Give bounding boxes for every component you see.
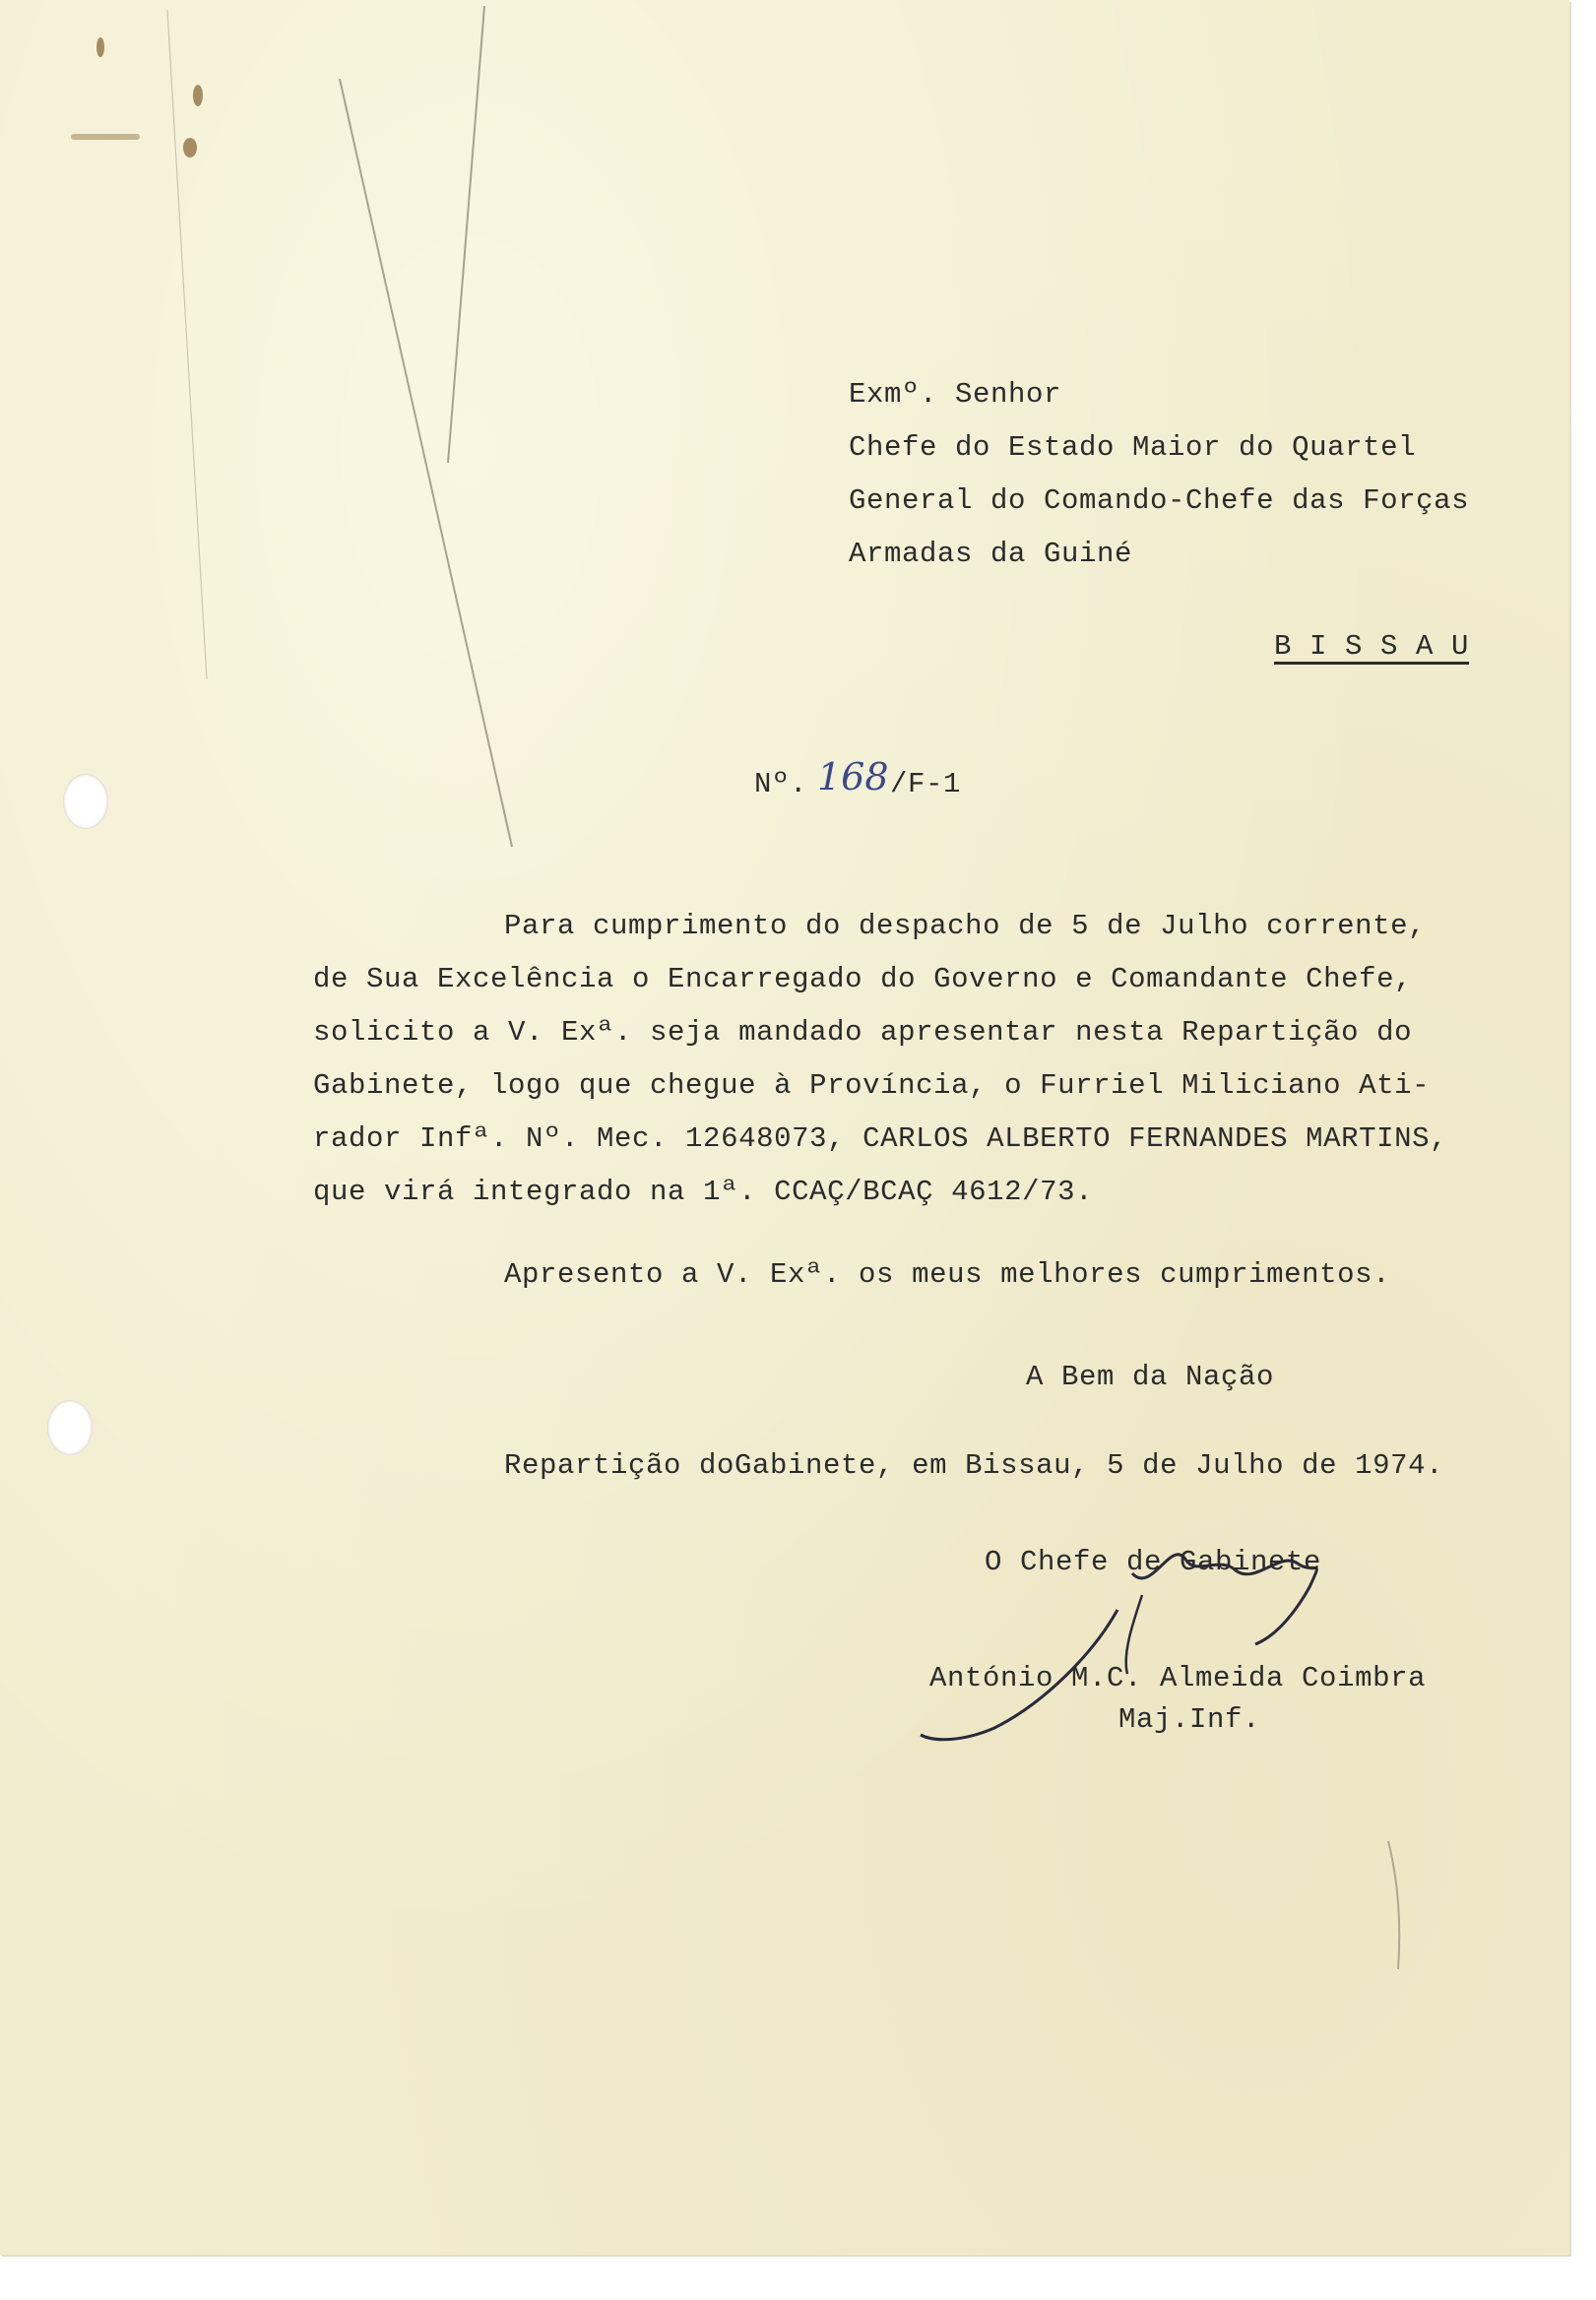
body-line: Para cumprimento do despacho de 5 de Julho corrente, [504, 910, 1427, 942]
addressee-salutation: Exmº. Senhor [849, 378, 1062, 411]
addressee-line: Chefe do Estado Maior do Quartel [849, 431, 1417, 464]
body-line: solicito a V. Exª. seja mandado apresentar nesta Repartição do [313, 1016, 1413, 1049]
closing-title: O Chefe de Gabinete [985, 1546, 1322, 1578]
body-greeting: Apresento a V. Exª. os meus melhores cumprimentos. [504, 1258, 1391, 1291]
closing-motto: A Bem da Nação [1026, 1361, 1275, 1393]
signer-name: António M.C. Almeida Coimbra [929, 1662, 1427, 1694]
body-line: de Sua Excelência o Encarregado do Governo e Comandante Chefe, [313, 963, 1413, 995]
body-line: rador Infª. Nº. Mec. 12648073, CARLOS ALBERTO FERNANDES MARTINS, [313, 1122, 1448, 1155]
addressee-city: B I S S A U [1274, 630, 1470, 663]
body-line: Gabinete, logo que chegue à Província, o Furriel Miliciano Ati- [313, 1069, 1431, 1102]
rust-mark [96, 37, 104, 57]
signer-rank: Maj.Inf. [1118, 1703, 1261, 1736]
closing-place-date: Repartição doGabinete, em Bissau, 5 de Julho de 1974. [504, 1449, 1444, 1482]
rust-mark [183, 138, 197, 158]
body-line: que virá integrado na 1ª. CCAÇ/BCAÇ 4612/73. [313, 1176, 1094, 1208]
reference-handwritten-number: 168 [817, 755, 889, 799]
reference-suffix: /F-1 [890, 768, 962, 800]
rust-mark [71, 134, 140, 140]
punch-hole-top [63, 774, 108, 829]
addressee-line: General do Comando-Chefe das Forças [849, 484, 1470, 517]
reference-prefix: Nº. [754, 768, 808, 800]
punch-hole-bottom [47, 1400, 93, 1455]
rust-mark [193, 85, 203, 106]
addressee-line: Armadas da Guiné [849, 538, 1133, 570]
